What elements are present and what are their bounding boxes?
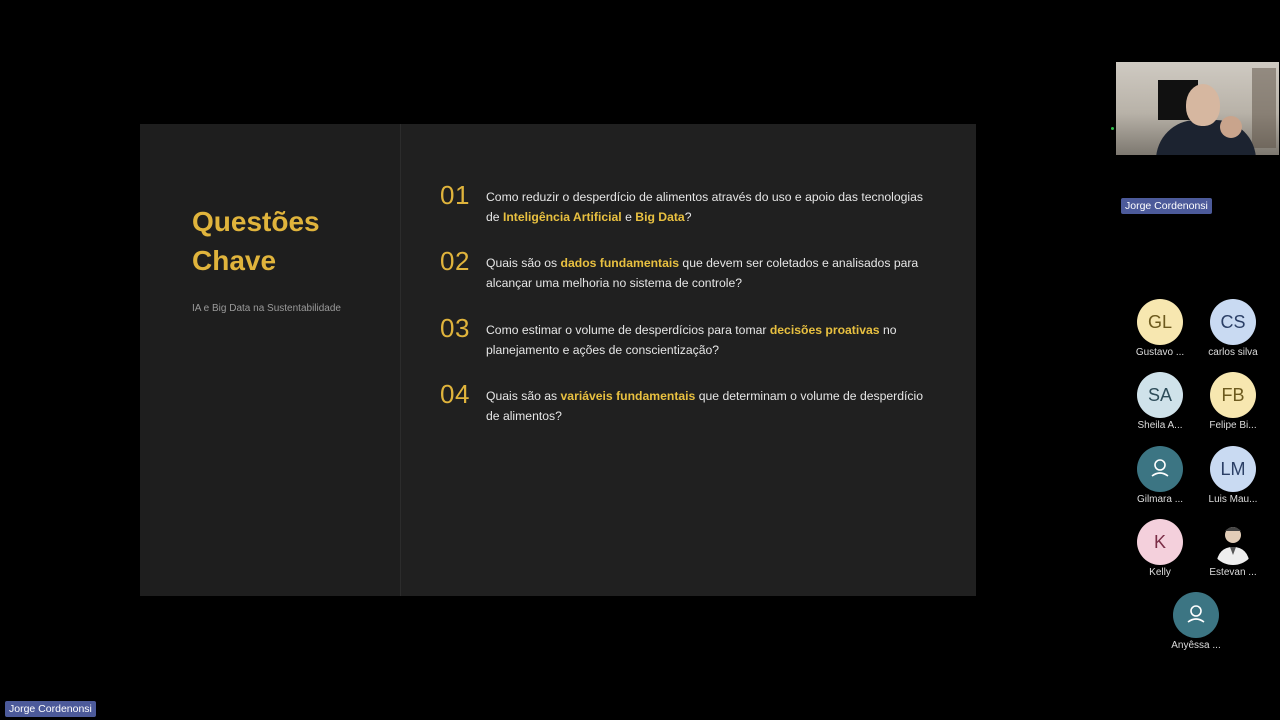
participant-tile[interactable] — [1201, 519, 1265, 578]
participant-name: Gilmara ... — [1136, 494, 1184, 505]
participant-tile[interactable] — [1128, 372, 1192, 431]
participant-name: Estevan ... — [1209, 567, 1257, 578]
question-text: Quais são os dados fundamentais que devem ser coletados e analisados para alcançar uma melhoria no sistema de controle? — [486, 256, 919, 290]
avatar: GL — [1137, 299, 1183, 345]
user-icon — [1173, 592, 1219, 638]
participant-tile[interactable] — [1201, 446, 1265, 505]
participant-tile[interactable] — [1128, 519, 1192, 578]
slide-title-line2: Chave — [192, 245, 277, 276]
participant-tile[interactable] — [1164, 592, 1228, 651]
participant-tile[interactable] — [1201, 299, 1265, 358]
participant-tile[interactable] — [1128, 446, 1192, 505]
avatar: LM — [1210, 446, 1256, 492]
slide-title — [192, 202, 392, 280]
participant-name: carlos silva — [1208, 347, 1258, 358]
bottom-name-tag: Jorge Cordenonsi — [5, 701, 96, 717]
question-number: 02 — [440, 246, 470, 276]
question-text: Como reduzir o desperdício de alimentos através do uso e apoio das tecnologias de Inteligência Artificial e Big Data? — [486, 190, 923, 224]
avatar-photo — [1210, 519, 1256, 565]
question-number: 04 — [440, 379, 470, 409]
slide-subtitle: IA e Big Data na Sustentabilidade — [192, 303, 341, 314]
shared-slide — [140, 124, 976, 596]
participant-name: Kelly — [1149, 567, 1171, 578]
avatar: K — [1137, 519, 1183, 565]
participant-name: Anyêssa ... — [1171, 640, 1221, 651]
participant-tile[interactable] — [1128, 299, 1192, 358]
question-text: Quais são as variáveis fundamentais que determinam o volume de desperdício de alimentos? — [486, 389, 923, 423]
question-text: Como estimar o volume de desperdícios para tomar decisões proativas no planejamento e ações de conscientização? — [486, 323, 897, 357]
slide-sidebar — [140, 124, 401, 596]
presenter-name-tag: Jorge Cordenonsi — [1121, 198, 1212, 214]
question-number: 03 — [440, 313, 470, 343]
participant-name: Gustavo ... — [1135, 347, 1185, 358]
question-number: 01 — [440, 180, 470, 210]
participant-name: Felipe Bi... — [1209, 420, 1257, 431]
speaking-indicator — [1111, 127, 1114, 130]
avatar: CS — [1210, 299, 1256, 345]
avatar: FB — [1210, 372, 1256, 418]
participant-tile[interactable] — [1201, 372, 1265, 431]
participant-name: Sheila A... — [1137, 420, 1183, 431]
participant-name: Luis Mau... — [1208, 494, 1258, 505]
user-icon — [1137, 446, 1183, 492]
slide-title-line1: Questões — [192, 206, 320, 237]
presenter-video[interactable] — [1116, 62, 1279, 155]
avatar: SA — [1137, 372, 1183, 418]
